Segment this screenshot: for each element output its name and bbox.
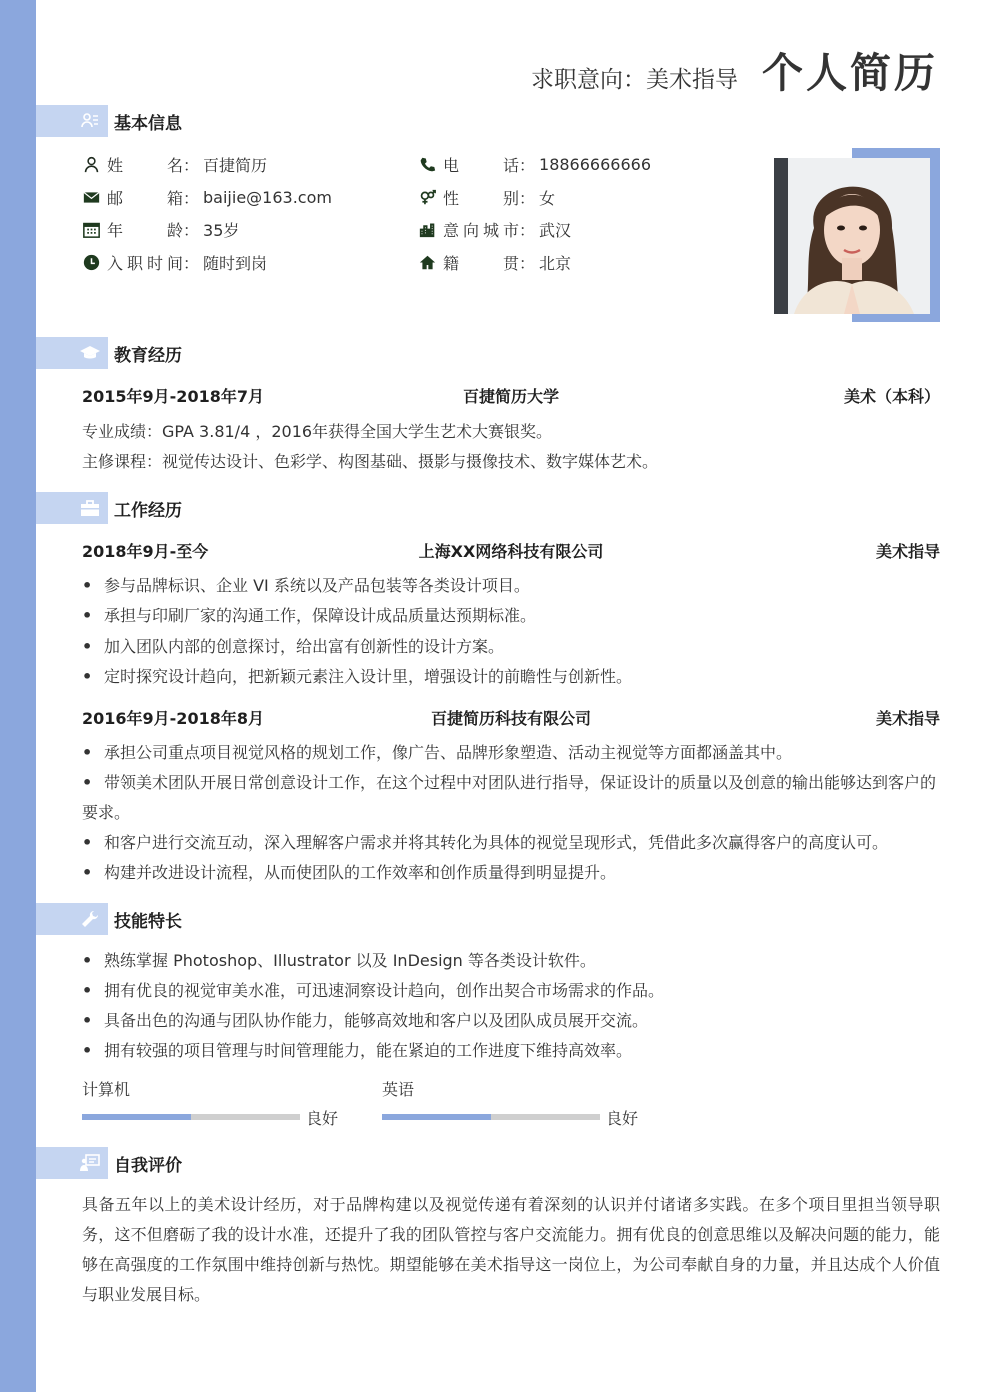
home-icon <box>419 254 436 271</box>
list-item: • 拥有较强的项目管理与时间管理能力，能在紧迫的工作进度下维持高效率。 <box>82 1041 633 1060</box>
section-education <box>36 337 182 369</box>
skill-name-computer: 计算机 <box>82 1080 131 1099</box>
left-accent-bar <box>0 0 36 1392</box>
info-gender: 性别 ： 女 <box>418 185 555 209</box>
info-age: 年龄 ： 35岁 <box>82 217 239 241</box>
info-phone: 电话 ： 18866666666 <box>418 152 651 176</box>
section-title: 工作经历 <box>114 500 182 521</box>
section-title: 自我评价 <box>114 1155 182 1176</box>
person-icon <box>83 156 100 173</box>
resume-header <box>531 40 938 99</box>
skill-level-english: 良好 <box>606 1109 639 1128</box>
job-intent: 求职意向：美术指导 <box>531 67 738 93</box>
info-email: 邮箱 ： baijie@163.com <box>82 185 332 209</box>
info-start: 入职时间 ： 随时到岗 <box>82 250 267 274</box>
profile-photo <box>774 158 930 314</box>
calendar-icon <box>83 221 100 238</box>
list-item: • 参与品牌标识、企业 VI 系统以及产品包装等各类设计项目。 <box>82 576 530 595</box>
resume-title: 个人简历 <box>762 49 938 97</box>
section-title: 技能特长 <box>114 911 182 932</box>
info-name: 姓名 ： 百捷简历 <box>82 152 267 176</box>
section-skills <box>36 903 182 935</box>
list-item: • 熟练掌握 Photoshop、Illustrator 以及 InDesign 等各类设计软件。 <box>82 951 596 970</box>
wrench-icon <box>80 909 100 929</box>
mail-icon <box>83 189 100 206</box>
section-work <box>36 492 182 524</box>
education-courses: 主修课程：视觉传达设计、色彩学、构图基础、摄影与摄像技术、数字媒体艺术。 <box>82 452 659 471</box>
skill-bar-fill <box>382 1114 491 1120</box>
list-item: • 承担与印刷厂家的沟通工作，保障设计成品质量达预期标准。 <box>82 606 537 625</box>
user-card-icon <box>80 111 100 131</box>
work-row: 2018年9月-至今 上海XX网络科技有限公司 美术指导 <box>82 542 940 561</box>
section-self-evaluation <box>36 1147 182 1179</box>
skill-level-computer: 良好 <box>306 1109 339 1128</box>
skill-bar-computer <box>82 1114 300 1120</box>
list-item: • 构建并改进设计流程，从而使团队的工作效率和创作质量得到明显提升。 <box>82 863 617 882</box>
education-grades: 专业成绩：GPA 3.81/4 ，2016年获得全国大学生艺术大赛银奖。 <box>82 422 553 441</box>
info-origin: 籍贯 ： 北京 <box>418 250 571 274</box>
list-item: • 和客户进行交流互动，深入理解客户需求并将其转化为具体的视觉呈现形式，凭借此多次赢得客户的高度认可。 <box>82 833 889 852</box>
education-row: 2015年9月-2018年7月 百捷简历大学 美术（本科） <box>82 387 940 406</box>
info-city: 意向城市 ： 武汉 <box>418 217 571 241</box>
skill-name-english: 英语 <box>382 1080 415 1099</box>
list-item: • 承担公司重点项目视觉风格的规划工作，像广告、品牌形象塑造、活动主视觉等方面都涵盖其中。 <box>82 743 793 762</box>
graduation-cap-icon <box>80 343 100 363</box>
gender-icon <box>419 189 436 206</box>
section-basic-info <box>36 105 182 137</box>
presentation-icon <box>80 1153 100 1173</box>
list-item: • 具备出色的沟通与团队协作能力，能够高效地和客户以及团队成员展开交流。 <box>82 1011 649 1030</box>
list-item: • 带领美术团队开展日常创意设计工作，在这个过程中对团队进行指导，保证设计的质量以及创意的输出能够达到客户的要求。 <box>82 773 937 822</box>
skill-bar-english <box>382 1114 600 1120</box>
phone-icon <box>419 156 436 173</box>
clock-icon <box>83 254 100 271</box>
list-item: • 拥有优良的视觉审美水准，可迅速洞察设计趋向，创作出契合市场需求的作品。 <box>82 981 665 1000</box>
skill-bar-fill <box>82 1114 191 1120</box>
self-evaluation-text: 具备五年以上的美术设计经历，对于品牌构建以及视觉传递有着深刻的认识并付诸诸多实践。在多个项目里担当领导职务，这不但磨砺了我的设计水准，还提升了我的团队管控与客户交流能力。拥有优良的创意思维以及解决问题的能力，能够在高强度的工作氛围中维持创新与热忱。期望能够在美术指导这一岗位上，为公司奉献自身的力量，并且达成个人价值与职业发展目标。 <box>82 1195 940 1304</box>
briefcase-icon <box>80 498 100 518</box>
list-item: • 加入团队内部的创意探讨，给出富有创新性的设计方案。 <box>82 637 505 656</box>
section-title: 基本信息 <box>114 113 182 134</box>
work-row: 2016年9月-2018年8月 百捷简历科技有限公司 美术指导 <box>82 709 940 728</box>
section-title: 教育经历 <box>114 345 182 366</box>
list-item: • 定时探究设计趋向，把新颖元素注入设计里，增强设计的前瞻性与创新性。 <box>82 667 633 686</box>
city-icon <box>419 221 436 238</box>
